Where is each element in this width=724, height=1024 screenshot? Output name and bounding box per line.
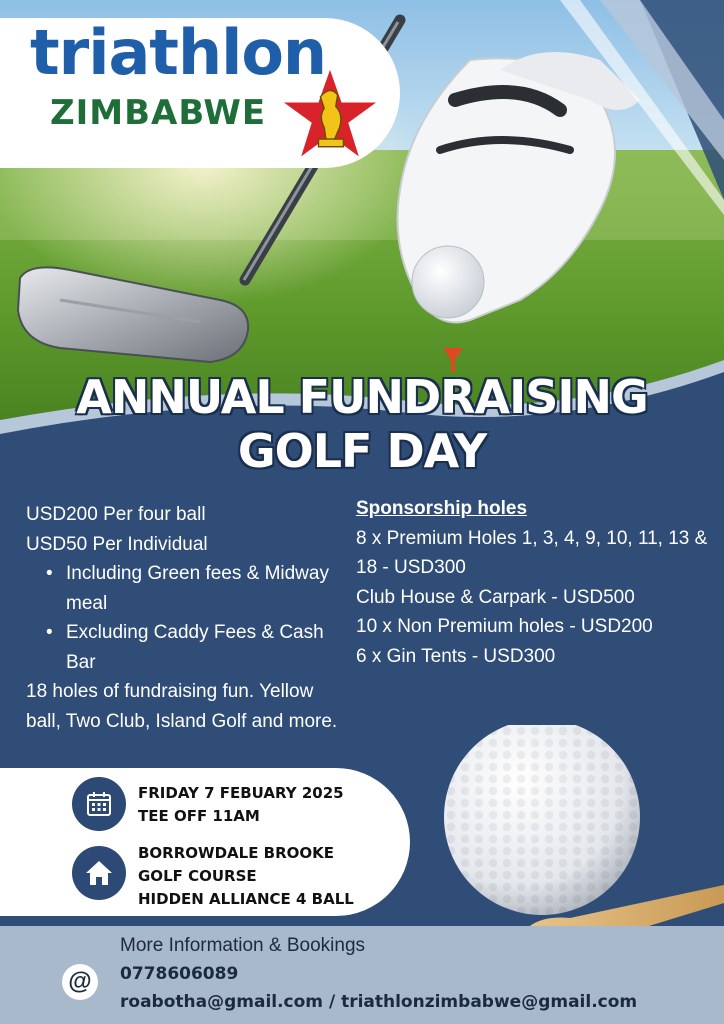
price-individual: USD50 Per Individual [26,533,208,555]
house-icon [84,859,114,887]
event-title-line-2: GOLF DAY [237,424,487,478]
list-item: 10 x Non Premium holes - USD200 [356,616,653,637]
venue-line-3: HIDDEN ALLIANCE 4 BALL [138,890,354,908]
pricing-section [26,500,346,736]
list-item: • Excluding Caddy Fees & Cash Bar [40,618,346,677]
list-item: Club House & Carpark - USD500 [356,586,635,608]
sponsorship-heading: Sponsorship holes [356,498,528,519]
venue-line-1: BORROWDALE BROOKE [138,844,335,862]
event-title-line-1: ANNUAL FUNDRAISING [76,370,648,424]
list-item: • Including Green fees & Midway meal [40,559,346,618]
house-icon-badge [72,846,126,900]
at-icon: @ [62,964,98,1000]
contact-footer [0,926,724,1024]
logo-country: ZIMBABWE [50,93,267,133]
event-date: FRIDAY 7 FEBUARY 2025 [138,784,344,802]
calendar-icon-badge [72,777,126,831]
event-date-block [138,782,344,828]
price-four-ball: USD200 Per four ball [26,504,206,525]
contact-phone[interactable]: 0778606089 [120,964,239,984]
inclusions-list [40,559,346,677]
tee-off-time: TEE OFF 11AM [138,807,260,825]
logo-wordmark: triathlon [30,16,327,89]
contact-emails[interactable]: roabotha@gmail.com / triathlonzimbabwe@gmail.com [120,992,638,1012]
list-item: 6 x Gin Tents - USD300 [356,645,556,667]
event-description: 18 holes of fundraising fun. Yellow ball, Two Club, Island Golf and more. [26,681,338,732]
calendar-icon [85,790,113,818]
venue-line-2: GOLF COURSE [138,867,257,885]
event-venue-block [138,842,354,911]
contact-title: More Information & Bookings [120,935,366,956]
list-item: 8 x Premium Holes 1, 3, 4, 9, 10, 11, 13 & 18 - USD300 [356,527,708,578]
sponsorship-section [356,494,724,671]
zimbabwe-bird-star-icon [282,68,378,164]
